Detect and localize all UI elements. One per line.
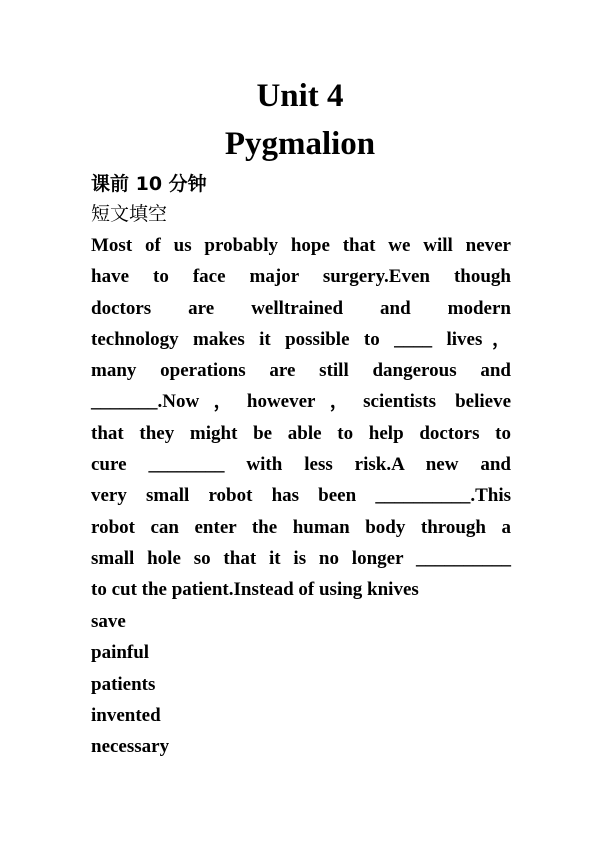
passage-line: cure ________ with less risk.A new and — [91, 454, 511, 476]
section-label: 课前 10 分钟 — [91, 173, 207, 195]
word-bank-item: invented — [91, 704, 161, 726]
section-subtitle: 短文填空 — [91, 203, 168, 225]
word-bank-item: save — [91, 611, 126, 632]
lesson-title: Pygmalion — [224, 126, 376, 162]
passage-line: Most of us probably hope that we will never — [91, 235, 511, 256]
passage-line: very small robot has been __________.This — [91, 485, 511, 507]
passage-line: technology makes it possible to ____ lives， — [91, 328, 511, 350]
passage-line: robot can enter the human body through a — [91, 516, 511, 538]
passage-line: small hole so that it is no longer __________ — [91, 547, 511, 569]
word-bank-item: painful — [91, 642, 150, 664]
word-bank — [91, 606, 169, 762]
passage-line: that they might be able to help doctors to — [91, 422, 511, 444]
passage-line: to cut the patient.Instead of using knives — [91, 579, 419, 601]
passage-line: doctors are welltrained and modern — [91, 297, 511, 319]
unit-title: Unit 4 — [256, 78, 344, 114]
passage-line: many operations are still dangerous and — [91, 360, 511, 382]
passage-line: have to face major surgery.Even though — [91, 266, 511, 288]
passage-line: _______.Now，however，scientists believe — [91, 391, 511, 413]
word-bank-item: patients — [91, 673, 156, 695]
passage-text — [91, 230, 511, 606]
word-bank-item: necessary — [91, 736, 170, 758]
